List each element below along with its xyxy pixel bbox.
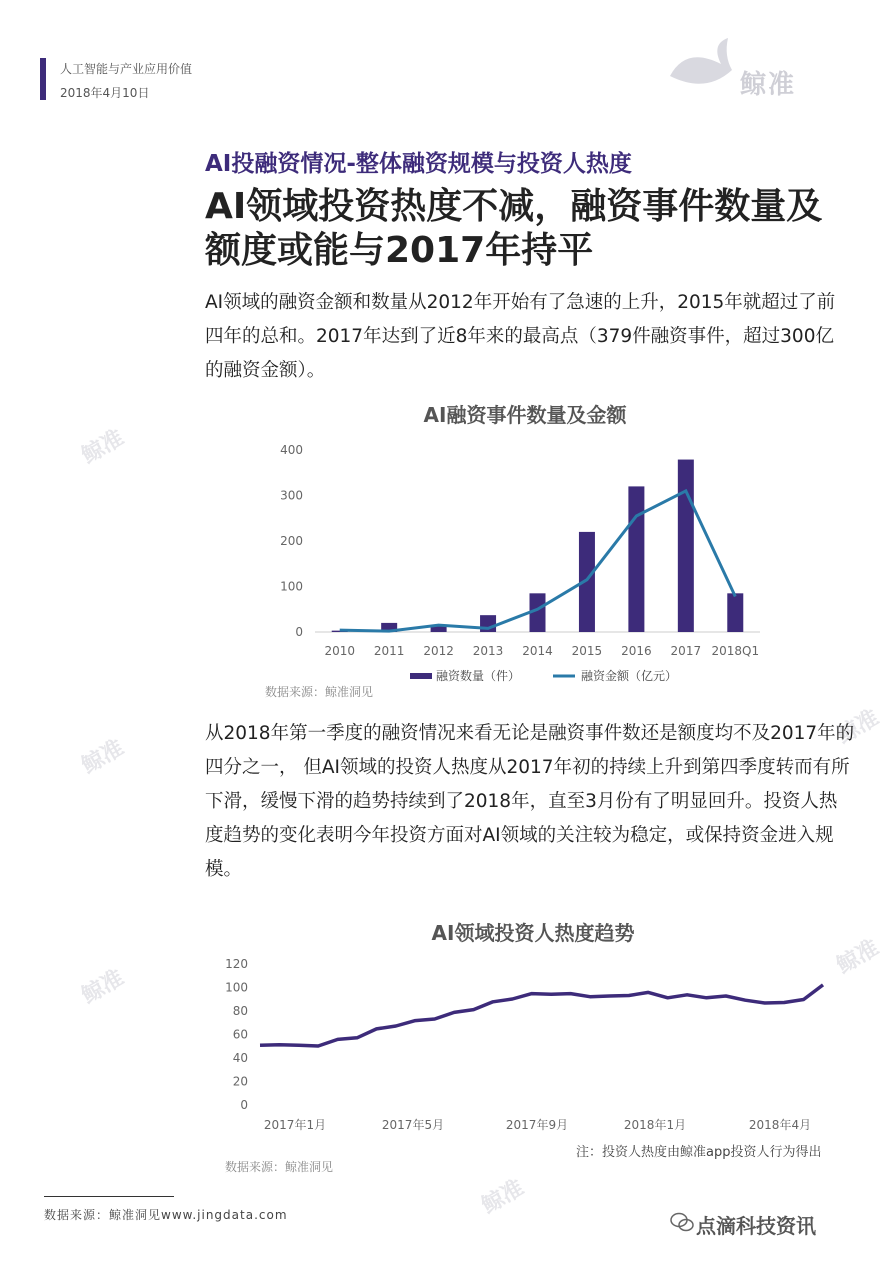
y-tick-label: 300 xyxy=(280,488,303,503)
watermark: 鲸准 xyxy=(77,425,129,470)
watermark: 鲸准 xyxy=(477,1175,529,1220)
y-tick-label: 60 xyxy=(232,1027,248,1042)
x-tick-label: 2018年1月 xyxy=(623,1118,687,1132)
x-tick-label: 2015 xyxy=(571,644,603,658)
section-headline: AI领域投资热度不减，融资事件数量及额度或能与2017年持平 xyxy=(205,186,823,271)
x-tick-label: 2016 xyxy=(621,644,652,658)
x-tick-label: 2017年5月 xyxy=(381,1118,445,1132)
logo-text: 鲸准 xyxy=(740,70,797,100)
bar-2016 xyxy=(628,486,644,632)
report-date: 2018年4月10日 xyxy=(60,86,150,100)
bar-2018Q1 xyxy=(727,593,743,632)
footer-divider xyxy=(44,1196,174,1197)
watermark: 鲸准 xyxy=(832,705,884,750)
chart1-source: 数据来源：鲸准洞见 xyxy=(265,685,374,699)
y-tick-label: 40 xyxy=(232,1051,248,1065)
chart2-source: 数据来源：鲸准洞见 xyxy=(225,1160,334,1174)
bar-2017 xyxy=(678,460,694,632)
series-line-amount xyxy=(340,491,736,631)
y-tick-label: 0 xyxy=(295,625,303,639)
y-tick-label: 0 xyxy=(240,1098,248,1112)
x-tick-label: 2018Q1 xyxy=(711,644,760,658)
x-tick-label: 2018年4月 xyxy=(748,1118,812,1132)
chart-title: AI领域投资人热度趋势 xyxy=(431,921,635,945)
paragraph-1: AI领域的融资金额和数量从2012年开始有了急速的上升，2015年就超过了前四年的总和。2017年达到了近8年来的最高点（379件融资事件，超过300亿的融资金额）。 xyxy=(205,292,836,381)
y-tick-label: 80 xyxy=(232,1004,248,1018)
section-subtitle: AI投融资情况-整体融资规模与投资人热度 xyxy=(205,151,632,177)
watermark: 鲸准 xyxy=(77,735,129,780)
x-tick-label: 2014 xyxy=(522,644,553,658)
report-title: 人工智能与产业应用价值 xyxy=(60,62,193,76)
legend-bar-swatch xyxy=(410,673,432,679)
wechat-icon xyxy=(670,1212,694,1232)
x-tick-label: 2012 xyxy=(423,644,454,658)
y-tick-label: 100 xyxy=(280,579,303,594)
legend-label-count: 融资数量（件） xyxy=(436,669,521,683)
x-tick-label: 2017年1月 xyxy=(263,1118,327,1132)
watermark: 鲸准 xyxy=(832,935,884,980)
legend-label-amount: 融资金额（亿元） xyxy=(581,669,678,683)
wechat-account-name: 点滴科技资讯 xyxy=(696,1214,816,1238)
y-tick-label: 100 xyxy=(225,980,248,995)
x-tick-label: 2011 xyxy=(373,644,405,658)
x-tick-label: 2010 xyxy=(324,644,355,658)
series-line-heat xyxy=(260,985,823,1046)
y-tick-label: 400 xyxy=(280,443,303,457)
x-tick-label: 2017年9月 xyxy=(505,1118,569,1132)
y-tick-label: 20 xyxy=(232,1074,248,1089)
x-tick-label: 2013 xyxy=(472,644,504,658)
y-tick-label: 200 xyxy=(280,534,303,548)
paragraph-2: 从2018年第一季度的融资情况来看无论是融资事件数还是额度均不及2017年的四分之一， 但AI领域的投资人热度从2017年初的持续上升到第四季度转而有所下滑，缓慢下滑的趋势持续到了2018年，直至3月份有了明显回升。投资人热度趋势的变化表明今年投资方面对AI领域的关注较为稳定，或保持资金进入规模。 xyxy=(205,723,855,880)
header-accent-bar xyxy=(40,58,46,100)
funding-chart xyxy=(270,392,790,702)
footer-source: 数据来源：鲸准洞见www.jingdata.com xyxy=(44,1208,288,1222)
investor-heat-chart xyxy=(215,912,845,1142)
chart2-note: 注：投资人热度由鲸准app投资人行为得出 xyxy=(576,1145,822,1160)
chart-title: AI融资事件数量及金额 xyxy=(423,403,627,427)
y-tick-label: 120 xyxy=(225,957,248,971)
x-tick-label: 2017 xyxy=(670,644,702,658)
watermark: 鲸准 xyxy=(77,965,129,1010)
